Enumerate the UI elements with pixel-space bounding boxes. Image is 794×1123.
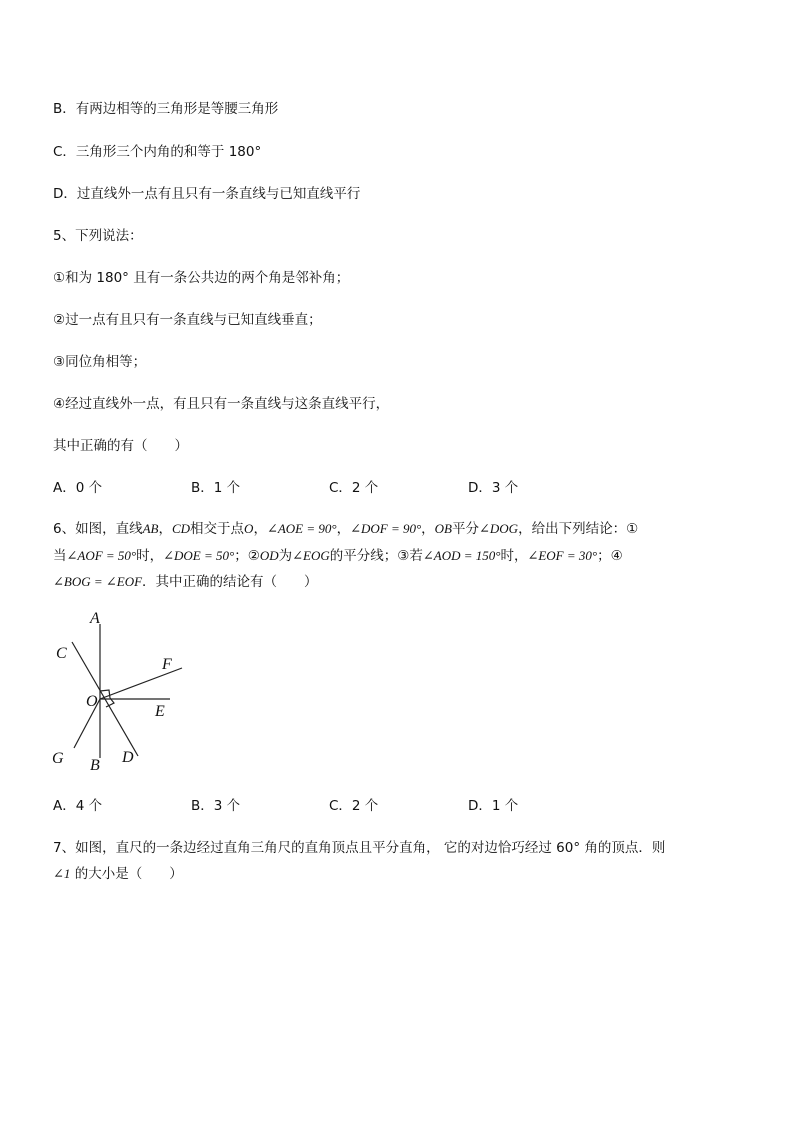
q6-option-b: B．3 个	[191, 798, 241, 814]
q5-option-d: D．3 个	[468, 480, 519, 496]
q4-option-c: C．三角形三个内角的和等于 180°	[53, 144, 262, 160]
q5-question: 其中正确的有（ ）	[53, 438, 188, 454]
label-c: C	[56, 645, 67, 662]
q6-line-1: 6、如图，直线AB，CD相交于点O，∠AOE = 90°，∠DOF = 90°，OB平分∠DOG，给出下列结论：①	[53, 521, 639, 537]
q6-line-2: 当∠AOF = 50°时，∠DOE = 50°；②OD为∠EOG的平分线；③若∠AOD = 150°时，∠EOF = 30°；④	[53, 548, 623, 564]
label-f: F	[162, 656, 172, 673]
label-a: A	[90, 610, 100, 627]
q5-item-2: ②过一点有且只有一条直线与已知直线垂直；	[53, 312, 322, 328]
q6-geometry-figure	[44, 606, 194, 776]
q6-option-c: C．2 个	[329, 798, 379, 814]
label-b: B	[90, 757, 100, 774]
q5-option-a: A．0 个	[53, 480, 103, 496]
q5-item-3: ③同位角相等；	[53, 354, 147, 370]
q5-item-1: ①和为 180° 且有一条公共边的两个角是邻补角；	[53, 270, 350, 286]
q4-option-d: D．过直线外一点有且只有一条直线与已知直线平行	[53, 186, 361, 202]
q5-item-4: ④经过直线外一点，有且只有一条直线与这条直线平行，	[53, 396, 390, 412]
label-g: G	[52, 750, 64, 767]
q5-stem: 5、下列说法：	[53, 228, 143, 244]
label-o: O	[86, 693, 98, 710]
q6-option-d: D．1 个	[468, 798, 519, 814]
q6-option-a: A．4 个	[53, 798, 103, 814]
label-d: D	[122, 749, 134, 766]
q5-option-b: B．1 个	[191, 480, 241, 496]
q7-line-1: 7、如图，直尺的一条边经过直角三角尺的直角顶点且平分直角， 它的对边恰巧经过 60° 角的顶点．则	[53, 840, 666, 856]
label-e: E	[155, 703, 165, 720]
q7-line-2: ∠1 的大小是（ ）	[53, 866, 183, 882]
q4-option-b: B．有两边相等的三角形是等腰三角形	[53, 101, 279, 117]
q5-option-c: C．2 个	[329, 480, 379, 496]
q6-line-3: ∠BOG = ∠EOF．其中正确的结论有（ ）	[53, 574, 318, 590]
